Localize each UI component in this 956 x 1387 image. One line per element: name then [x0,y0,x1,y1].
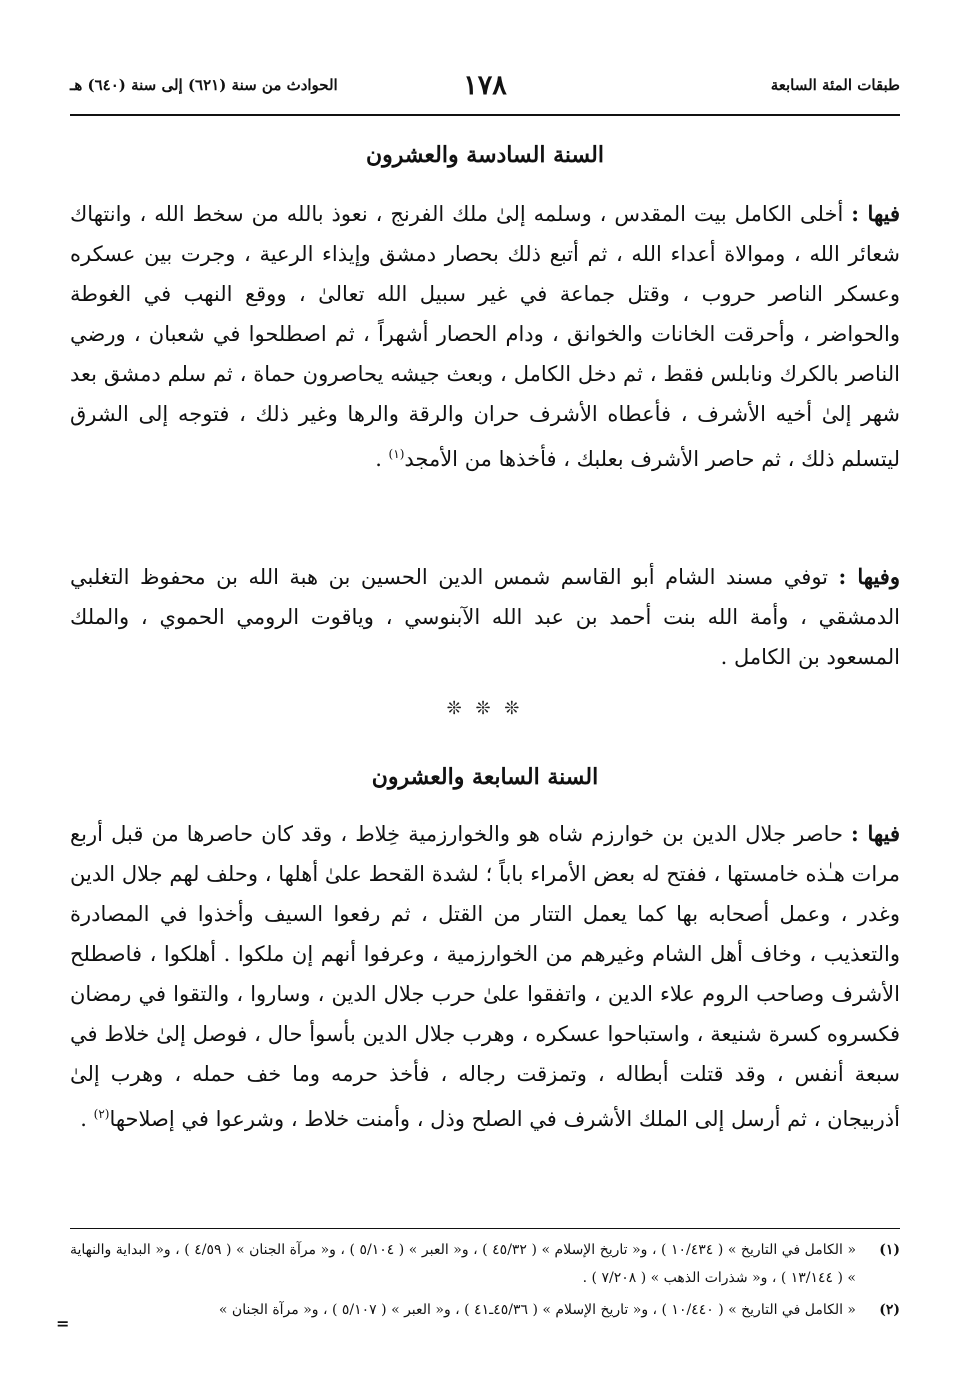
footnote-number: (٢) [879,1302,900,1318]
section-heading-year-27: السنة السابعة والعشرون [371,764,599,790]
paragraph-lead: فيها : [851,821,900,846]
paragraph-text: أخلى الكامل بيت المقدس ، وسلمه إلىٰ ملك الفرنج ، نعوذ بالله من سخط الله ، وانتهاك شعائر الله ، وموالاة أعداء الله ، ثم أتبع ذلك بحصار دمشق وإيذاء الرعية ، وجرت بين عسكره وعسكر الناصر حروب ، وقتل جماعة في غير سبيل الله تعالىٰ ، ووقع النهب في الغوطة والحواضر ، وأحرقت الخانات والخوانق ، ودام الحصار أشهراً ، ثم اصطلحوا في شعبان ، ورضي الناصر بالكرك ونابلس فقط ، ثم دخل الكامل ، وبعث جيشه يحاصرون حماة ، ثم سلم دمشق بعد شهر إلىٰ أخيه الأشرف ، فأعطاه الأشرف حران والرقة والرها وغير ذلك ، فتوجه إلى الشرق ليتسلم ذلك ، ثم حاصر الأشرف بعلبك ، فأخذها من الأمجد [70,202,900,471]
section-heading-year-26: السنة السادسة والعشرون [366,142,604,168]
footnote-text: « الكامل في التاريخ » ( ١٠/٤٣٤ ) ، و« تاريخ الإسلام » ( ٤٥/٣٢ ) ، و« العبر » ( ٥/١٠٤ ) ، و« مرآة الجنان » ( ٤/٥٩ ) ، و« البداية والنهاية » ( ١٣/١٤٤ ) ، و« شذرات الذهب » ( ٧/٢٠٨ ) . [70,1242,857,1286]
header-book-title: طبقات المئة السابعة [770,76,900,94]
paragraph-year-27-events [70,814,900,1139]
footnote-ref-2[interactable]: (٢) [93,1107,110,1121]
running-header [70,68,900,116]
continuation-mark: = [56,1314,70,1333]
page-number: ١٧٨ [463,70,507,101]
header-year-range: الحوادث من سنة (٦٢١) إلى سنة (٦٤٠) هـ [70,76,338,94]
footnote-1 [70,1236,900,1292]
paragraph-lead: وفيها : [838,564,900,589]
footnote-divider [70,1228,900,1229]
paragraph-text: توفي مسند الشام أبو القاسم شمس الدين الحسين بن هبة الله بن محفوظ التغلبي الدمشقي ، وأمة الله بنت أحمد بن عبد الله الآبنوسي ، وياقوت الرومي الحموي ، والملك المسعود بن الكامل . [70,565,900,669]
footnote-text: « الكامل في التاريخ » ( ١٠/٤٤٠ ) ، و« تاريخ الإسلام » ( ٤٥/٣٦ـ٤١ ) ، و« العبر » ( ٥/١٠٧ ) ، و« مرآة الجنان » [218,1302,856,1318]
paragraph-tail: . [80,1107,94,1131]
paragraph-text: حاصر جلال الدين بن خوارزم شاه هو والخوارزمية خِلاط ، وقد كان حاصرها من قبل أربع مرات هـٰذه خامستها ، ففتح له بعض الأمراء باباً ؛ لشدة القحط علىٰ أهلها ، وحلف لهم جلال الدين وغدر ، وعمل أصحابه بها كما يعمل التتار من القتل ، ثم رفعوا السيف وأخذوا في المصادرة والتعذيب ، وخاف أهل الشام وغيرهم من الخوارزمية ، وعرفوا أنهم إن ملكوا . أهلكوا ، فاصطلح الأشرف وصاحب الروم علاء الدين ، واتفقوا علىٰ حرب جلال الدين ، وساروا ، والتقوا في رمضان فكسروه كسرة شنيعة ، واستباحوا عسكره ، وهرب جلال الدين بأسوأ حال ، فوصل إلىٰ خلاط في سبعة أنفس ، وقد قتلت أبطاله ، وتمزقت رجاله ، فأخذ حرمه وما خف حمله ، وهرب إلىٰ أذربيجان ، ثم أرسل إلى الملك الأشرف في الصلح وذل ، وأمنت خلاط ، وشرعوا في إصلاحها [70,822,900,1131]
footnote-number: (١) [879,1242,900,1258]
paragraph-year-26-events [70,194,900,479]
footnote-ref-1[interactable]: (١) [388,447,405,461]
footnote-2 [70,1296,900,1324]
paragraph-tail: . [375,447,389,471]
paragraph-year-26-deaths [70,557,900,677]
section-separator: ❊ ❊ ❊ [446,698,524,719]
paragraph-lead: فيها : [851,201,900,226]
